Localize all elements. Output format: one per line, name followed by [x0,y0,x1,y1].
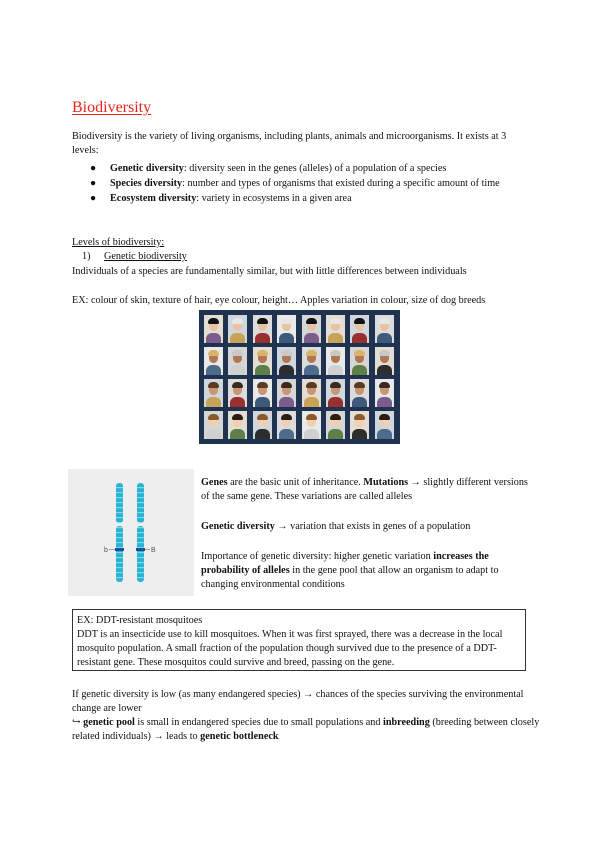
face-tile [326,379,345,407]
face-tile [302,411,321,439]
face-tile [302,379,321,407]
heading-label: Genetic biodiversity [104,251,187,262]
face-tile [326,347,345,375]
text: (breeding between closely related individuals) → leads to [72,717,540,742]
face-tile [277,379,296,407]
intro-paragraph: Biodiversity is the variety of living organisms, including plants, animals and microorganisms. It exists at 3 levels: [72,131,507,156]
bullet: ● [90,163,97,174]
text: are the basic unit of inheritance. [227,477,364,488]
face-tile [253,411,272,439]
text: is small in endangered species due to small populations and [134,717,384,728]
term-inbreeding: inbreeding [383,717,430,728]
genes-paragraph [201,476,531,504]
allele-label-left: b [104,547,108,554]
face-tile [302,315,321,343]
list-desc: : variety in ecosystems in a given area [196,193,352,204]
genetic-paragraph: Individuals of a species are fundamentally similar, but with little differences between individuals [72,266,467,277]
list-item [88,192,528,206]
face-tile [204,315,223,343]
example-paragraph: EX: colour of skin, texture of hair, eye colour, height… Apples variation in colour, size of dog breeds [72,295,486,306]
term-genetic-bottleneck: genetic bottleneck [200,731,279,742]
term-genetic-diversity: Genetic diversity [201,521,275,532]
list-desc: : diversity seen in the genes (alleles) of a population of a species [183,163,447,174]
face-tile [253,379,272,407]
face-tile [204,347,223,375]
term-genetic-pool: genetic pool [83,717,135,728]
list-term: Species diversity [110,178,183,189]
levels-list [88,162,528,207]
low-diversity-paragraph: If genetic diversity is low (as many endangered species) → chances of the species surviving the environmental change are lower [72,689,524,714]
importance-paragraph [201,550,531,592]
face-tile [375,347,394,375]
left-chromosome [115,483,124,582]
face-tile [350,315,369,343]
face-tile [204,411,223,439]
levels-heading: Levels of biodiversity: [72,237,165,248]
face-tile [228,347,247,375]
emphasis: increases the probability of alleles [201,551,489,576]
list-term: Genetic diversity [110,163,184,174]
face-tile [277,315,296,343]
bullet: ● [90,193,97,204]
face-tile [253,347,272,375]
face-tile [350,411,369,439]
list-item [88,162,528,176]
list-desc: : number and types of organisms that existed during a specific amount of time [182,178,500,189]
box-heading: EX: DDT-resistant mosquitoes [77,615,203,626]
box-body: DDT is an insecticide use to kill mosquitoes. When it was first sprayed, there was a decrease in the local mosquito population. A small fraction of the population though survived due to the presence of a DDT-resistant gene. These mosquitos could survive and breed, passing on the gene. [77,629,503,668]
faces-photo [199,310,400,444]
list-item [88,177,528,191]
page-title: Biodiversity [72,99,152,116]
right-chromosome [136,483,145,582]
list-term: Ecosystem diversity [110,193,197,204]
genetic-pool-paragraph [72,716,542,744]
face-tile [375,411,394,439]
face-tile [350,347,369,375]
face-tile [228,315,247,343]
box-text [77,614,523,670]
face-tile [277,411,296,439]
face-tile [277,347,296,375]
chromosome-figure [68,469,194,596]
ddt-example-box [72,609,526,671]
face-tile [350,379,369,407]
chromosome-diagram [68,469,194,596]
text: in the gene pool that allow an organism to adapt to changing environmental conditions [201,565,499,590]
genetic-heading [82,250,187,264]
face-tile [375,315,394,343]
face-tile [326,411,345,439]
text: → slightly different versions of the same gene. These variations are called alleles [201,477,528,502]
genetic-diversity-paragraph [201,520,531,534]
face-tile [204,379,223,407]
arrow-icon: ↪ [72,717,84,728]
allele-label-right: B [151,547,156,554]
term-mutations: Mutations [363,477,409,488]
bullet: ● [90,178,97,189]
face-tile [253,315,272,343]
text: Importance of genetic diversity: higher genetic variation [201,551,434,562]
text: → variation that exists in genes of a population [274,521,471,532]
term-genes: Genes [201,477,228,488]
face-tile [228,411,247,439]
face-tile [228,379,247,407]
face-tile [326,315,345,343]
face-tile [302,347,321,375]
heading-number: 1) [82,251,91,262]
face-tile [375,379,394,407]
